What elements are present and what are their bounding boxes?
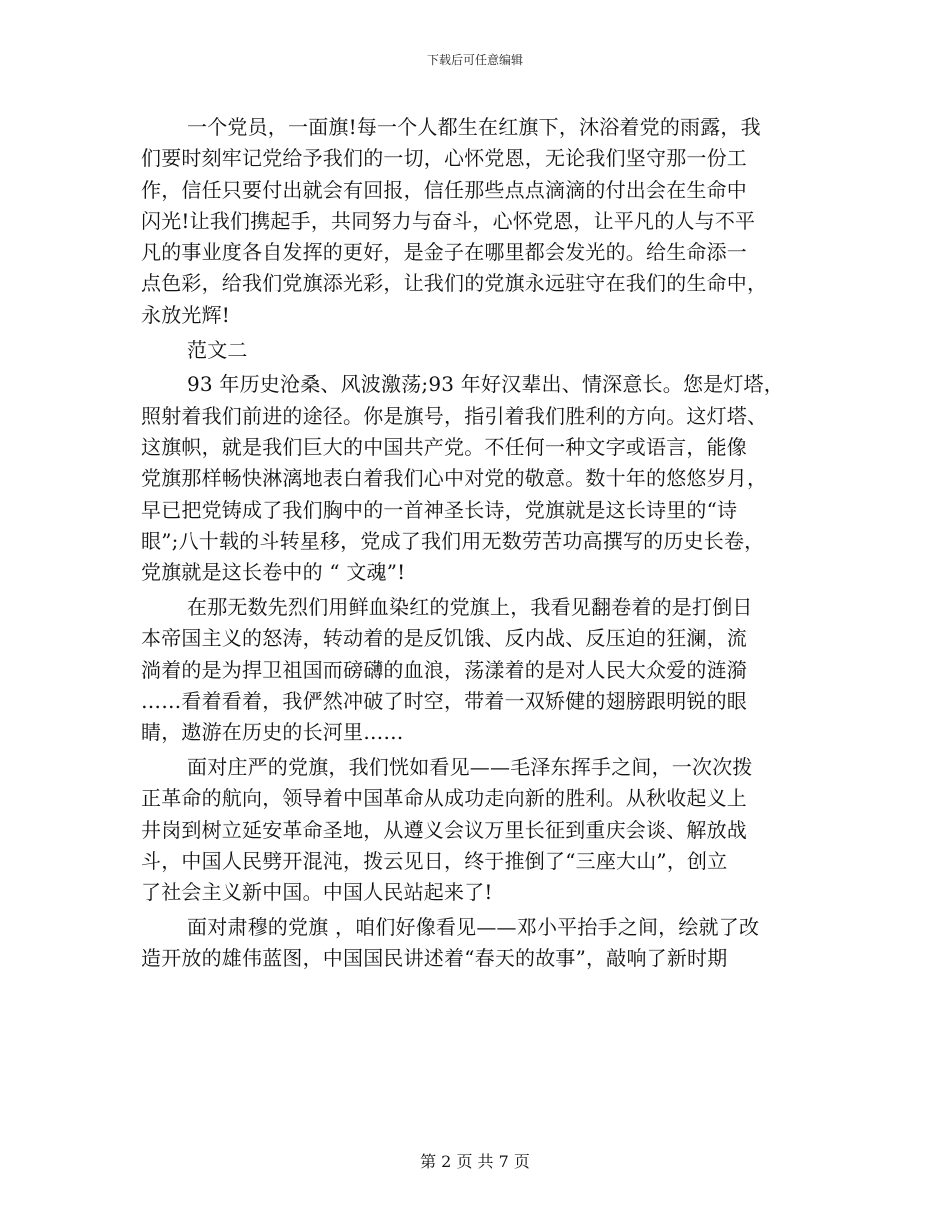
text-line: 睛，遨游在历史的长河里……	[141, 720, 404, 745]
text-line: 永放光辉!	[141, 302, 231, 327]
text-line: 面对肃穆的党旗 ，咱们好像看见——邓小平抬手之间，绘就了改	[187, 914, 760, 939]
text-line: 本帝国主义的怒涛，转动着的是反饥饿、反内战、反压迫的狂澜，流	[141, 626, 747, 651]
text-line: 凡的事业度各自发挥的更好，是金子在哪里都会发光的。给生命添一	[141, 240, 747, 265]
text-line: 党旗就是这长卷中的 “ 文魂”!	[141, 560, 406, 585]
text-line: 斗，中国人民劈开混沌，拨云见日，终于推倒了“三座大山”，创立	[141, 848, 728, 873]
text-line: 这旗帜，就是我们巨大的中国共产党。不任何一种文字或语言，能像	[141, 434, 747, 459]
text-line: 闪光!让我们携起手，共同努力与奋斗，心怀党恩，让平凡的人与不平	[141, 208, 756, 233]
section-heading: 范文二	[187, 337, 248, 362]
page-footer: 第 2 页 共 7 页	[420, 1152, 530, 1171]
text-line: 点色彩，给我们党旗添光彩，让我们的党旗永远驻守在我们的生命中，	[141, 271, 768, 296]
text-line: 在那无数先烈们用鲜血染红的党旗上，我看见翻卷着的是打倒日	[187, 594, 753, 619]
text-line: 造开放的雄伟蓝图，中国国民讲述着“春天的故事”，敲响了新时期	[141, 946, 728, 971]
text-line: 了社会主义新中国。中国人民站起来了!	[141, 880, 493, 905]
text-line: 面对庄严的党旗，我们恍如看见——毛泽东挥手之间，一次次拨	[187, 754, 753, 779]
text-line: 93 年历史沧桑、风波激荡;93 年好汉辈出、情深意长。您是灯塔，	[187, 372, 784, 397]
text-line: 党旗那样畅快淋漓地表白着我们心中对党的敬意。数十年的悠悠岁月，	[141, 466, 768, 491]
text-line: 早已把党铸成了我们胸中的一首神圣长诗，党旗就是这长诗里的“诗	[141, 497, 738, 522]
text-line: 作，信任只要付出就会有回报，信任那些点点滴滴的付出会在生命中	[141, 177, 747, 202]
text-line: 们要时刻牢记党给予我们的一切，心怀党恩，无论我们坚守那一份工	[141, 146, 747, 171]
text-line: 井岗到树立延安革命圣地，从遵义会议万里长征到重庆会谈、解放战	[141, 817, 747, 842]
text-line: ……看着看着，我俨然冲破了时空，带着一双矫健的翅膀跟明锐的眼	[141, 688, 747, 713]
text-line: 眼”;八十载的斗转星移，党成了我们用无数劳苦功高撰写的历史长卷，	[141, 528, 765, 553]
page-header: 下载后可任意编辑	[426, 53, 523, 67]
body-text	[141, 112, 811, 975]
text-line: 正革命的航向，领导着中国革命从成功走向新的胜利。从秋收起义上	[141, 786, 747, 811]
text-line: 淌着的是为捍卫祖国而磅礴的血浪，荡漾着的是对人民大众爱的涟漪	[141, 657, 747, 682]
text-line: 一个党员，一面旗!每一个人都生在红旗下，沐浴着党的雨露，我	[187, 115, 761, 139]
text-line: 照射着我们前进的途径。你是旗号，指引着我们胜利的方向。这灯塔、	[141, 403, 768, 428]
